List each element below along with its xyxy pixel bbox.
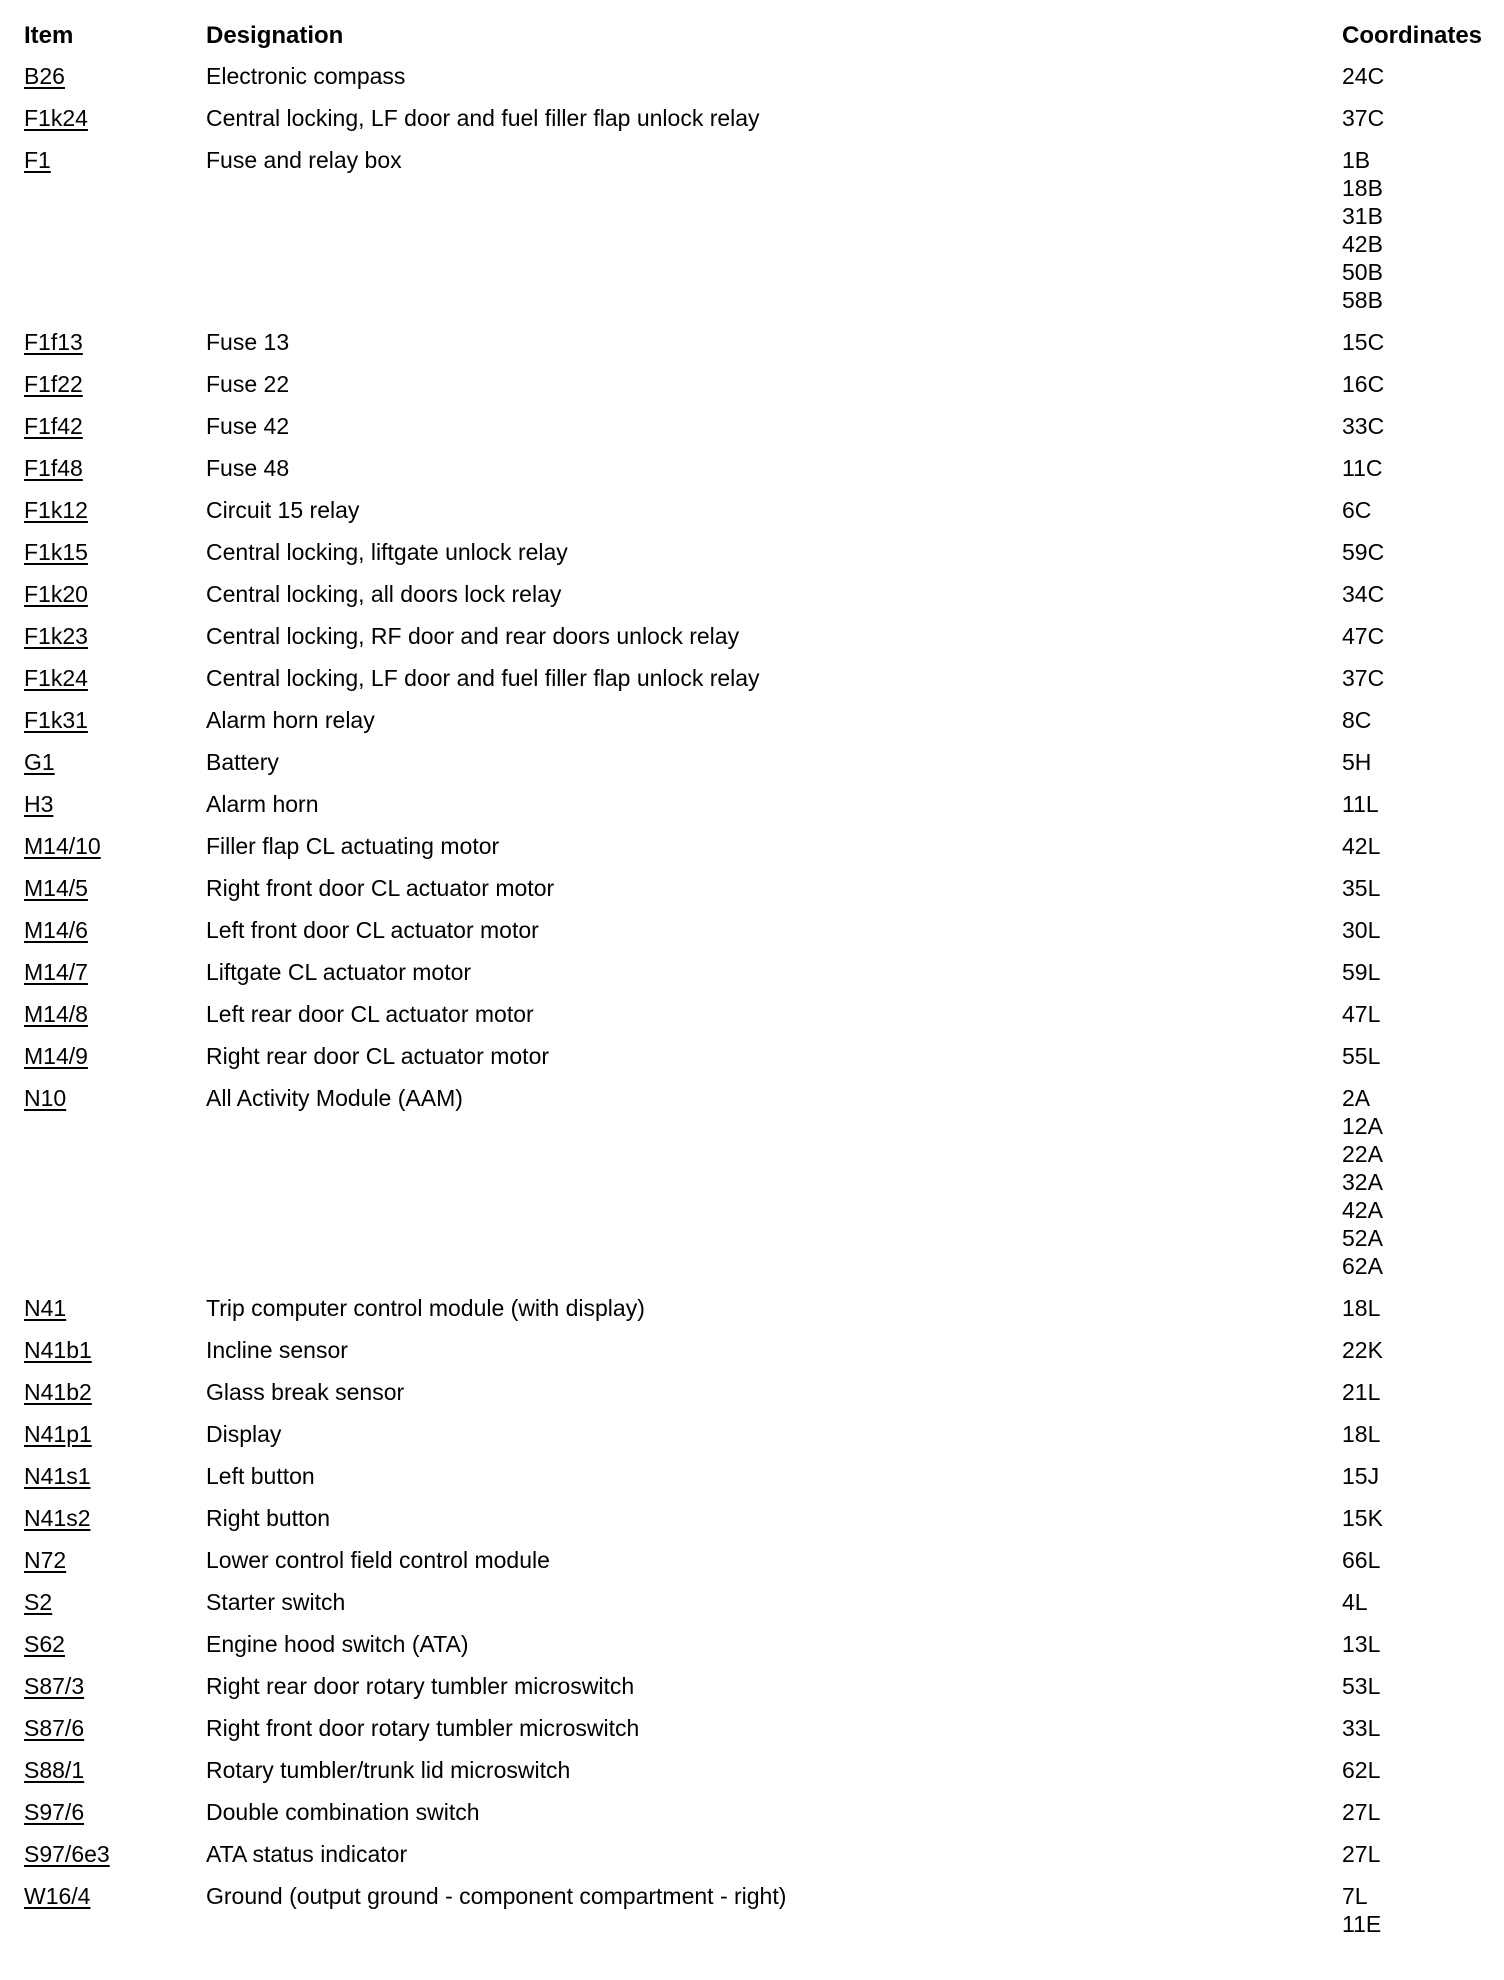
table-row [24,146,1484,328]
item-link[interactable]: F1f42 [24,413,83,439]
designation-cell: Engine hood switch (ATA) [206,1631,469,1657]
item-link[interactable]: B26 [24,63,65,89]
coordinates-cell [1342,1042,1484,1070]
coordinates-cell [1342,496,1484,524]
designation-cell: Central locking, RF door and rear doors unlock relay [206,623,740,649]
designation-cell: Filler flap CL actuating motor [206,833,500,859]
item-link[interactable]: S2 [24,1589,53,1615]
coordinate-value: 37C [1342,665,1385,691]
coordinate-value: 62A [1342,1253,1383,1279]
item-cell [24,790,206,818]
item-cell [24,1000,206,1028]
item-cell [24,146,206,174]
item-link[interactable]: N41b2 [24,1379,92,1405]
table-row [24,664,1484,706]
header-coordinates: Coordinates [1342,22,1483,49]
coordinates-cell [1342,874,1484,902]
table-row [24,1084,1484,1294]
coordinate-value: 62L [1342,1757,1381,1783]
table-row [24,1630,1484,1672]
table-row [24,454,1484,496]
item-cell [24,1462,206,1490]
item-cell [24,1546,206,1574]
designation-cell: Central locking, liftgate unlock relay [206,539,568,565]
designation-cell: Left front door CL actuator motor [206,917,539,943]
item-cell [24,496,206,524]
table-row [24,1588,1484,1630]
coordinates-cell [1342,1294,1484,1322]
coordinate-value: 7L [1342,1883,1368,1909]
table-row [24,104,1484,146]
designation-cell: Circuit 15 relay [206,497,360,523]
coordinate-value: 11E [1342,1911,1382,1937]
header-item: Item [24,22,74,49]
coordinate-value: 27L [1342,1799,1381,1825]
item-cell [24,1840,206,1868]
coordinates-cell [1342,580,1484,608]
item-cell [24,1756,206,1784]
coordinates-cell [1342,62,1484,90]
coordinates-cell [1342,1084,1484,1280]
component-legend-table [24,22,1484,1952]
coordinates-cell [1342,664,1484,692]
table-row [24,1672,1484,1714]
designation-cell: Right button [206,1505,331,1531]
item-cell [24,1630,206,1658]
item-link[interactable]: F1k31 [24,707,88,733]
coordinates-cell [1342,1630,1484,1658]
coordinates-cell [1342,104,1484,132]
item-link[interactable]: S62 [24,1631,65,1657]
coordinate-value: 53L [1342,1673,1381,1699]
table-row [24,1420,1484,1462]
item-cell [24,1588,206,1616]
item-link[interactable]: S97/6 [24,1799,85,1825]
coordinate-value: 18L [1342,1295,1381,1321]
table-row [24,958,1484,1000]
designation-cell: Double combination switch [206,1799,480,1825]
designation-cell: ATA status indicator [206,1841,408,1867]
designation-cell: Starter switch [206,1589,346,1615]
table-row [24,874,1484,916]
table-row [24,370,1484,412]
item-cell [24,1042,206,1070]
designation-cell: Right rear door CL actuator motor [206,1043,550,1069]
item-link[interactable]: N41 [24,1295,67,1321]
item-cell [24,454,206,482]
item-cell [24,832,206,860]
table-row [24,706,1484,748]
table-row [24,1882,1484,1952]
designation-cell: Electronic compass [206,63,406,89]
item-cell [24,1672,206,1700]
item-link[interactable]: F1k23 [24,623,88,649]
coordinates-cell [1342,454,1484,482]
coordinates-cell [1342,1378,1484,1406]
item-cell [24,1084,206,1112]
designation-cell: Right rear door rotary tumbler microswitch [206,1673,635,1699]
coordinate-value: 16C [1342,371,1385,397]
coordinate-value: 30L [1342,917,1381,943]
table-row [24,1756,1484,1798]
coordinates-cell [1342,832,1484,860]
coordinate-value: 5H [1342,749,1372,775]
designation-cell: Alarm horn [206,791,319,817]
coordinate-value: 47C [1342,623,1385,649]
coordinate-value: 12A [1342,1113,1383,1139]
designation-cell: Battery [206,749,279,775]
coordinate-value: 42B [1342,231,1383,257]
item-cell [24,958,206,986]
item-cell [24,916,206,944]
table-row [24,580,1484,622]
table-row [24,538,1484,580]
coordinate-value: 31B [1342,203,1383,229]
designation-cell: Fuse and relay box [206,147,402,173]
item-cell [24,328,206,356]
coordinate-value: 4L [1342,1589,1368,1615]
item-cell [24,1420,206,1448]
coordinate-value: 59C [1342,539,1385,565]
coordinates-cell [1342,622,1484,650]
coordinate-value: 24C [1342,63,1385,89]
item-cell [24,1798,206,1826]
item-cell [24,370,206,398]
item-cell [24,104,206,132]
coordinate-value: 50B [1342,259,1383,285]
table-body [24,62,1484,1952]
coordinate-value: 18B [1342,175,1383,201]
coordinates-cell [1342,1420,1484,1448]
designation-cell: Fuse 48 [206,455,290,481]
item-link[interactable]: F1k20 [24,581,88,607]
table-row [24,62,1484,104]
coordinate-value: 15C [1342,329,1385,355]
item-link[interactable]: M14/5 [24,875,88,901]
table-row [24,1336,1484,1378]
coordinate-value: 34C [1342,581,1385,607]
coordinates-cell [1342,1840,1484,1868]
coordinate-value: 55L [1342,1043,1381,1069]
table-row [24,1294,1484,1336]
table-header [24,22,1484,62]
item-link[interactable]: H3 [24,791,54,817]
table-row [24,1042,1484,1084]
coordinate-value: 52A [1342,1225,1383,1251]
item-link[interactable]: G1 [24,749,55,775]
item-link[interactable]: F1k24 [24,105,88,131]
designation-cell: Ground (output ground - component compartment - right) [206,1883,787,1909]
coordinates-cell [1342,1504,1484,1532]
item-link[interactable]: S87/3 [24,1673,85,1699]
coordinates-cell [1342,1756,1484,1784]
coordinate-value: 21L [1342,1379,1381,1405]
designation-cell: Right front door rotary tumbler microswitch [206,1715,640,1741]
coordinate-value: 8C [1342,707,1372,733]
item-link[interactable]: F1k15 [24,539,88,565]
table-row [24,328,1484,370]
item-link[interactable]: F1 [24,147,51,173]
coordinates-cell [1342,1588,1484,1616]
item-link[interactable]: S87/6 [24,1715,85,1741]
header-designation: Designation [206,22,344,49]
item-link[interactable]: N41b1 [24,1337,92,1363]
coordinate-value: 22K [1342,1337,1383,1363]
table-row [24,1462,1484,1504]
item-link[interactable]: N10 [24,1085,67,1111]
coordinate-value: 18L [1342,1421,1381,1447]
item-link[interactable]: N41s1 [24,1463,91,1489]
designation-cell: Central locking, LF door and fuel filler flap unlock relay [206,105,760,131]
table-row [24,1546,1484,1588]
designation-cell: Right front door CL actuator motor [206,875,555,901]
coordinates-cell [1342,790,1484,818]
coordinate-value: 47L [1342,1001,1381,1027]
coordinates-cell [1342,1882,1484,1938]
table-row [24,1504,1484,1546]
coordinates-cell [1342,1672,1484,1700]
coordinates-cell [1342,958,1484,986]
designation-cell: Trip computer control module (with display) [206,1295,645,1321]
item-link[interactable]: F1k12 [24,497,88,523]
item-link[interactable]: M14/7 [24,959,88,985]
item-link[interactable]: M14/10 [24,833,101,859]
table-row [24,412,1484,454]
item-link[interactable]: N41s2 [24,1505,91,1531]
designation-cell: Lower control field control module [206,1547,550,1573]
coordinates-cell [1342,146,1484,314]
table-row [24,1840,1484,1882]
designation-cell: Rotary tumbler/trunk lid microswitch [206,1757,571,1783]
coordinates-cell [1342,748,1484,776]
item-link[interactable]: M14/8 [24,1001,88,1027]
item-cell [24,1294,206,1322]
item-link[interactable]: S88/1 [24,1757,85,1783]
table-row [24,1714,1484,1756]
designation-cell: Central locking, all doors lock relay [206,581,562,607]
item-cell [24,1378,206,1406]
coordinate-value: 33L [1342,1715,1381,1741]
coordinate-value: 35L [1342,875,1381,901]
table-row [24,1798,1484,1840]
designation-cell: Display [206,1421,282,1447]
item-cell [24,412,206,440]
item-cell [24,874,206,902]
coordinates-cell [1342,412,1484,440]
table-row [24,748,1484,790]
coordinate-value: 58B [1342,287,1383,313]
coordinates-cell [1342,328,1484,356]
coordinate-value: 15K [1342,1505,1383,1531]
designation-cell: Fuse 13 [206,329,290,355]
designation-cell: Left button [206,1463,315,1489]
item-link[interactable]: N41p1 [24,1421,92,1447]
coordinate-value: 1B [1342,147,1371,173]
designation-cell: Alarm horn relay [206,707,375,733]
coordinate-value: 37C [1342,105,1385,131]
coordinates-cell [1342,1546,1484,1574]
coordinate-value: 66L [1342,1547,1381,1573]
item-link[interactable]: F1f22 [24,371,83,397]
item-link[interactable]: W16/4 [24,1883,91,1909]
table-row [24,790,1484,832]
coordinates-cell [1342,1714,1484,1742]
coordinates-cell [1342,370,1484,398]
coordinate-value: 6C [1342,497,1372,523]
item-cell [24,538,206,566]
item-cell [24,1504,206,1532]
designation-cell: Fuse 42 [206,413,290,439]
coordinate-value: 13L [1342,1631,1381,1657]
coordinates-cell [1342,1462,1484,1490]
item-link[interactable]: M14/6 [24,917,88,943]
coordinates-cell [1342,1000,1484,1028]
coordinate-value: 33C [1342,413,1385,439]
item-cell [24,62,206,90]
item-link[interactable]: F1k24 [24,665,88,691]
coordinate-value: 11L [1342,791,1379,817]
table-row [24,1378,1484,1420]
item-cell [24,748,206,776]
coordinates-cell [1342,1336,1484,1364]
designation-cell: Left rear door CL actuator motor [206,1001,534,1027]
coordinates-cell [1342,706,1484,734]
coordinates-cell [1342,1798,1484,1826]
coordinates-cell [1342,538,1484,566]
designation-cell: Incline sensor [206,1337,348,1363]
coordinates-cell [1342,916,1484,944]
designation-cell: Liftgate CL actuator motor [206,959,472,985]
designation-cell: All Activity Module (AAM) [206,1085,463,1111]
table-row [24,832,1484,874]
item-link[interactable]: S97/6e3 [24,1841,110,1867]
item-link[interactable]: N72 [24,1547,67,1573]
coordinate-value: 42A [1342,1197,1383,1223]
item-cell [24,664,206,692]
designation-cell: Fuse 22 [206,371,290,397]
item-link[interactable]: F1f13 [24,329,83,355]
coordinate-value: 11C [1342,455,1383,481]
table-row [24,496,1484,538]
table-row [24,1000,1484,1042]
item-cell [24,622,206,650]
coordinate-value: 22A [1342,1141,1383,1167]
coordinate-value: 32A [1342,1169,1383,1195]
item-link[interactable]: M14/9 [24,1043,88,1069]
item-cell [24,1714,206,1742]
item-cell [24,1882,206,1910]
table-row [24,622,1484,664]
item-link[interactable]: F1f48 [24,455,83,481]
designation-cell: Glass break sensor [206,1379,405,1405]
coordinate-value: 15J [1342,1463,1380,1489]
item-cell [24,706,206,734]
coordinate-value: 42L [1342,833,1381,859]
item-cell [24,1336,206,1364]
item-cell [24,580,206,608]
table-row [24,916,1484,958]
designation-cell: Central locking, LF door and fuel filler flap unlock relay [206,665,760,691]
coordinate-value: 27L [1342,1841,1381,1867]
coordinate-value: 59L [1342,959,1381,985]
coordinate-value: 2A [1342,1085,1371,1111]
